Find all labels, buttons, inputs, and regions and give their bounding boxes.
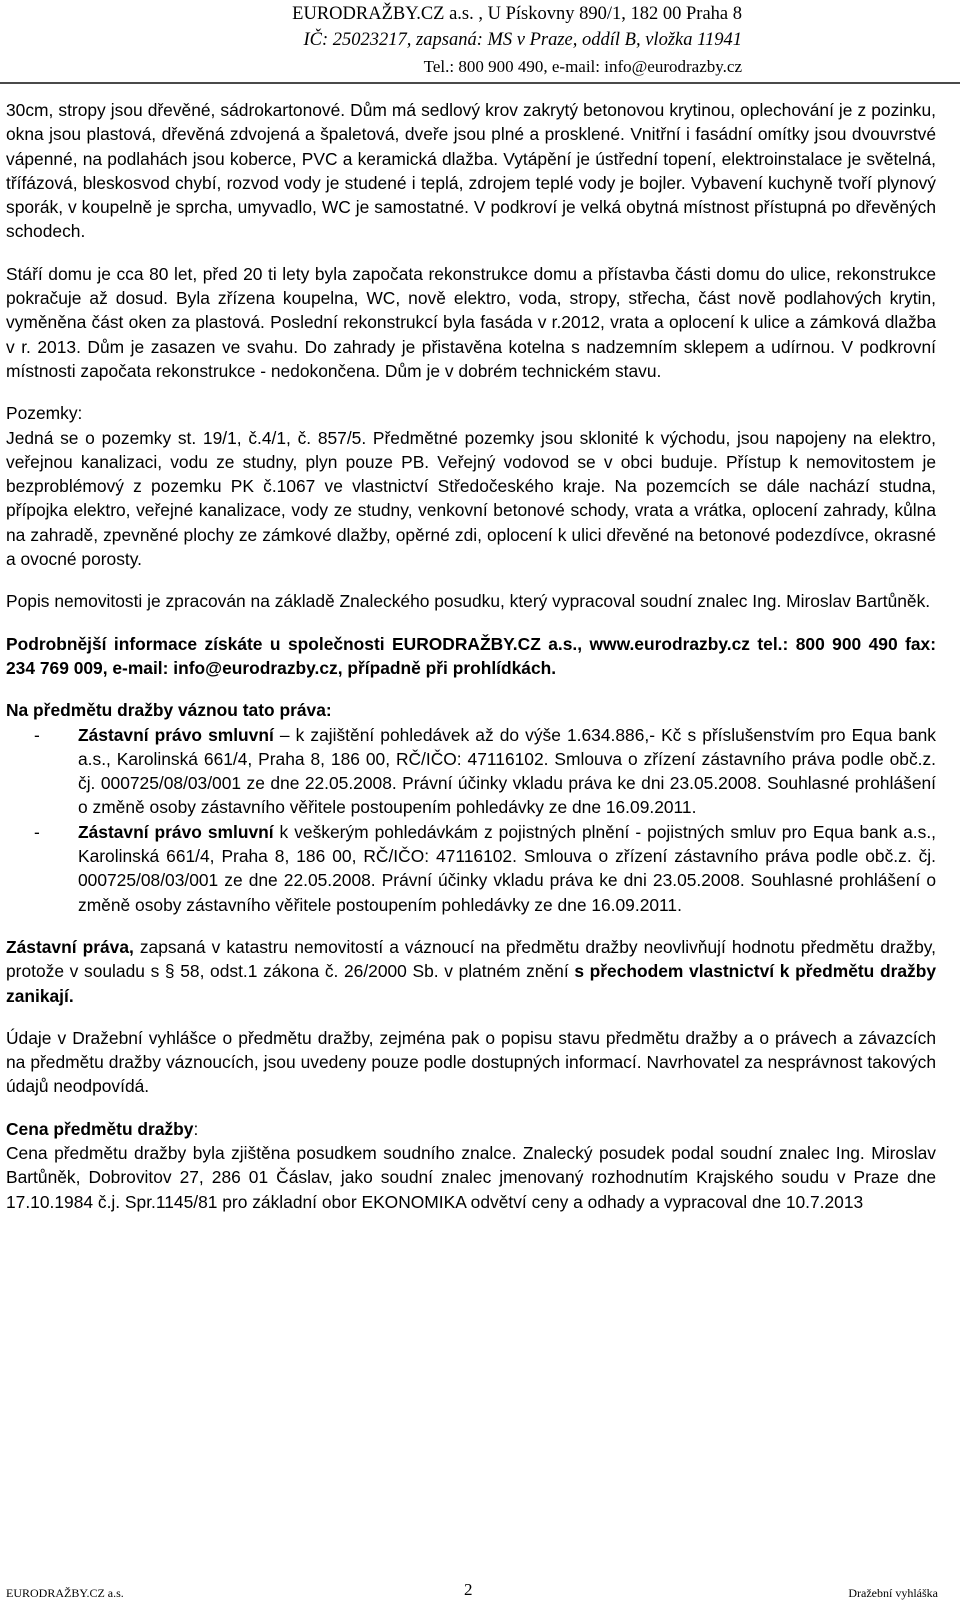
list-item (6, 723, 936, 820)
header-registration-line: IČ: 25023217, zapsaná: MS v Praze, oddíl B, vložka 11941 (303, 30, 742, 50)
paragraph-disclaimer: Údaje v Dražební vyhlášce o předmětu dražby, zejména pak o popisu stavu předmětu dražby a o právech a závazcích na předmětu dražby váznoucích, jsou uvedeny pouze podle dostupných informací. Navrhovatel za nesprávnost takových údajů neodpovídá. (6, 1027, 936, 1097)
heading-price-colon: : (193, 1118, 199, 1139)
heading-rights (6, 698, 936, 722)
paragraph-appraisal-source: Popis nemovitosti je zpracován na základě Znaleckého posudku, který vypracoval soudní znalec Ing. Miroslav Bartůněk. (6, 591, 931, 612)
footer-company: EURODRAŽBY.CZ a.s. (6, 1586, 124, 1600)
rights-list (6, 723, 936, 917)
document-body (6, 98, 936, 1214)
paragraph-house-description: 30cm, stropy jsou dřevěné, sádrokartonové. Dům má sedlový krov zakrytý betonovou krytinou, oplechování je z pozinku, okna jsou plastová, dřevěná zdvojená a špaletová, dveře jsou plné a prosklené. Vnitřní i fasádní omítky jsou dvouvrstvé vápenné, na podlahách jsou koberce, PVC a keramická dlažba. Vytápění je ústřední topení, elektroinstalace je světelná, třífázová, bleskosvod chybí, rozvod vody je studené i teplá, zdrojem teplé vody je bojler. Vybavení kuchyně tvoří plynový sporák, v koupelně je sprcha, umyvadlo, WC je samostatné. V podkroví je velká obytná místnost přístupná po dřevěných schodech. (6, 100, 936, 242)
lien-note-bold-start: Zástavní práva, (6, 936, 134, 957)
header-divider (0, 82, 960, 84)
list-item (6, 820, 936, 917)
paragraph-land: Jedná se o pozemky st. 19/1, č.4/1, č. 857/5. Předmětné pozemky jsou sklonité k východu, jsou napojeny na elektro, veřejnou kanalizaci, vodu ze studny, plyn pouze PB. Veřejný vodovod se v obci buduje. Přístup k nemovitostem je bezproblémový z pozemku PK č.1067 ve vlastnictví Středočeského kraje. Na pozemcích se dále nachází studna, přípojka elektro, veřejné kanalizace, vody ze studny, venkovní betonové schody, vrata a vrátka, oplocení zahrady, kůlna na zahradě, zpevněné plochy ze zámkové dlažby, opěrné zdi, oplocení k ulici dřevěné na betonové podezdívce, okrasné a ovocné porosty. (6, 427, 936, 570)
list-dash: - (34, 821, 40, 842)
paragraph-price: Cena předmětu dražby byla zjištěna posudkem soudního znalce. Znalecký posudek podal soudní znalec Ing. Miroslav Bartůněk, Dobrovitov 27, 286 01 Čáslav, jako soudní znalec jmenovaný rozhodnutím Krajského soudu v Praze dne 17.10.1984 č.j. Spr.1145/81 pro základní obor EKONOMIKA odvětví ceny a odhady a vypracoval dne 10.7.2013 (6, 1142, 936, 1212)
list-item-text: k veškerým pohledávkám z pojistných plnění - pojistných smluv pro Equa bank a.s., Karolinská 661/4, Praha 8, 186 00, RČ/IČO: 47116102. Smlouva o zřízení zástavního práva podle obč.z. čj. 000725/08/03/001 ze dne 22.05.2008. Právní účinky vkladu práva ke dni 23.05.2008. Souhlasné prohlášení o změně osoby zástavního věřitele postoupením pohledávky ze dne 16.09.2011. (78, 821, 937, 915)
list-item-text: – k zajištění pohledávek až do výše 1.634.886,- Kč s příslušenstvím pro Equa bank a.s., Karolinská 661/4, Praha 8, 186 00, RČ/IČO: 47116102. Smlouva o zřízení zástavního práva podle obč.z. čj. 000725/08/03/001 ze dne 22.05.2008. Právní účinky vkladu práva ke dni 23.05.2008. Souhlasné prohlášení o změně osoby zástavního věřitele postoupením pohledávky ze dne 16.09.2011. (78, 724, 937, 818)
footer-document-title: Dražební vyhláška (848, 1586, 938, 1600)
header-company-line: EURODRAŽBY.CZ a.s. , U Pískovny 890/1, 182 00 Praha 8 (292, 4, 742, 24)
list-dash: - (34, 724, 40, 745)
lien-note-bold-end: s přechodem vlastnictví k předmětu dražby zanikají. (6, 961, 937, 1006)
lien-note-text: zapsaná v katastru nemovitostí a váznoucí na předmětu dražby neovlivňují hodnotu předmětu dražby, protože v souladu s § 58, odst.1 zákona č. 26/2000 Sb. v platném znění (6, 936, 936, 982)
heading-pozemky: Pozemky: (6, 403, 83, 424)
page-number: 2 (464, 1580, 473, 1599)
header-contact-line: Tel.: 800 900 490, e-mail: info@eurodrazby.cz (423, 57, 742, 76)
heading-rights-text: Na předmětu dražby váznou tato práva: (6, 700, 332, 721)
list-item-title: Zástavní právo smluvní (78, 821, 274, 842)
heading-price (6, 1117, 936, 1141)
list-item-title: Zástavní právo smluvní (78, 724, 274, 745)
paragraph-contact-info (6, 632, 936, 681)
heading-price-text: Cena předmětu dražby (6, 1118, 194, 1139)
page-header (0, 0, 960, 82)
paragraph-lien-note (6, 935, 936, 1008)
contact-info-text: Podrobnější informace získáte u společnosti EURODRAŽBY.CZ a.s., www.eurodrazby.cz tel.: 800 900 490 fax: 234 769 009, e-mail: info@eurodrazby.cz, případně při prohlídkách. (6, 633, 936, 678)
paragraph-house-age: Stáří domu je cca 80 let, před 20 ti lety byla započata rekonstrukce domu a přístavba části domu do ulice, rekonstrukce pokračuje až dosud. Byla zřízena koupelna, WC, nově elektro, voda, stropy, střecha, část nově podlahových krytin, vyměněna část oken za plastová. Poslední rekonstrukcí byla fasáda v r.2012, vrata a oplocení k ulice a zámková dlažba v r. 2013. Dům je zasazen ve svahu. Do zahrady je přistavěna kotelna s nadzemním sklepem a udírnou. V podkrovní místnosti započata rekonstrukce - nedokončena. Dům je v dobrém technickém stavu. (6, 263, 936, 381)
